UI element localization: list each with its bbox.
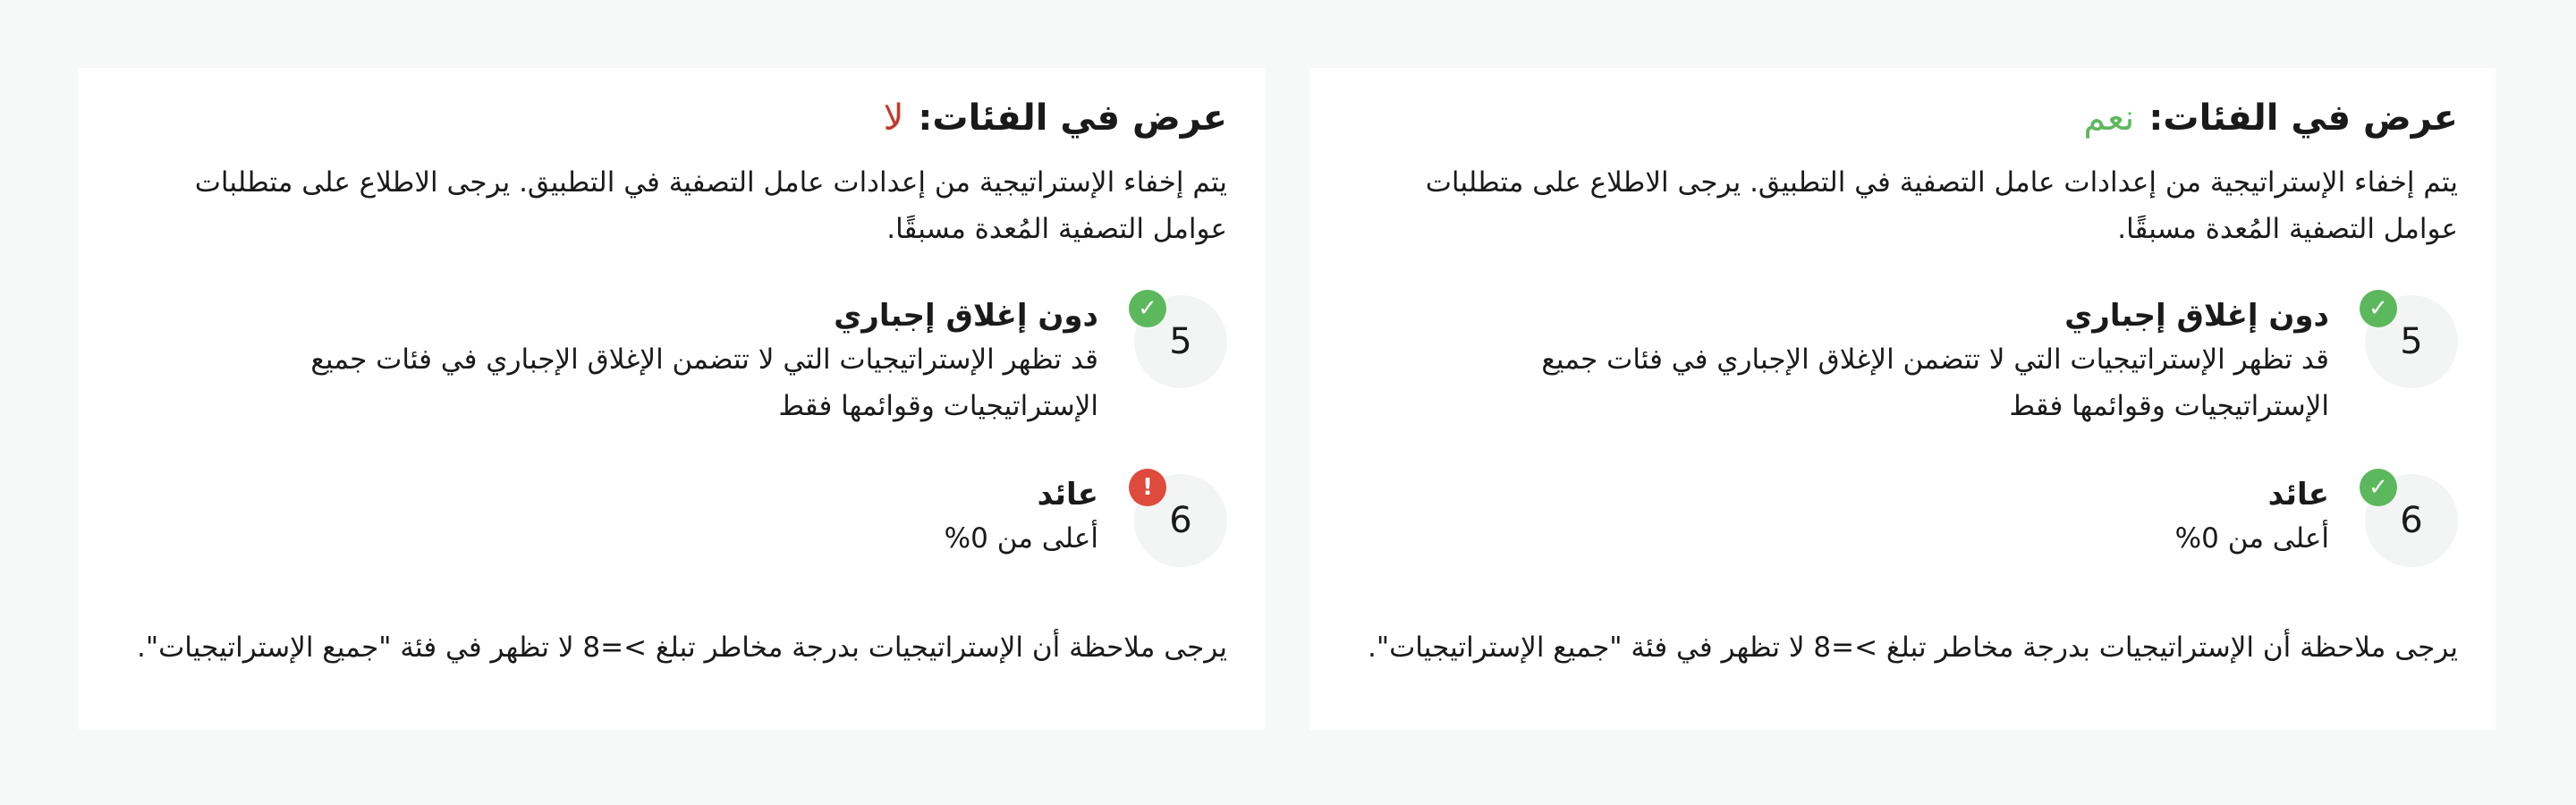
item-title: عائد [2267,477,2329,513]
card-title [1347,95,2458,141]
title-label: عرض في الفئات: [918,97,1227,139]
item-description: قد تظهر الإستراتيجيات التي لا تتضمن الإغلاق الإجباري في فئات جميع الإستراتيجيات وقوائمها فقط [1541,343,2329,422]
requirement-item [116,474,1227,567]
item-number: 6 [2365,474,2458,567]
requirement-item [1347,474,2458,567]
item-number: 5 [1134,295,1227,388]
check-icon: ✓ [2360,469,2397,506]
exclamation-icon: ! [1129,469,1166,506]
requirement-item [116,295,1227,429]
check-icon: ✓ [1129,290,1166,327]
item-description: قد تظهر الإستراتيجيات التي لا تتضمن الإغلاق الإجباري في فئات جميع الإستراتيجيات وقوائمها فقط [310,343,1098,422]
card-title [116,95,1227,141]
categories-card-no [79,68,1265,730]
requirement-item [1347,295,2458,429]
item-title: دون إغلاق إجباري [834,298,1098,334]
title-label: عرض في الفئات: [2148,97,2458,139]
categories-card-yes [1309,68,2496,730]
note-text: يرجى ملاحظة أن الإستراتيجيات بدرجة مخاطر تبلغ >=8 لا تظهر في فئة "جميع الإستراتيجيات". [1368,631,2458,664]
item-description: أعلى من 0% [944,522,1098,555]
intro-text: يتم إخفاء الإستراتيجية من إعدادات عامل التصفية في التطبيق. يرجى الاطلاع على متطلبات عوامل التصفية المُعدة مسبقًا. [1425,166,2458,245]
note-text: يرجى ملاحظة أن الإستراتيجيات بدرجة مخاطر تبلغ >=8 لا تظهر في فئة "جميع الإستراتيجيات". [137,631,1227,664]
item-description: أعلى من 0% [2174,522,2329,555]
item-number: 5 [2365,295,2458,388]
intro-text: يتم إخفاء الإستراتيجية من إعدادات عامل التصفية في التطبيق. يرجى الاطلاع على متطلبات عوامل التصفية المُعدة مسبقًا. [194,166,1227,245]
item-number: 6 [1134,474,1227,567]
check-icon: ✓ [2360,290,2397,327]
item-title: عائد [1037,477,1098,513]
item-title: دون إغلاق إجباري [2064,298,2329,334]
title-value: نعم [2083,97,2135,139]
title-value: لا [883,97,904,139]
